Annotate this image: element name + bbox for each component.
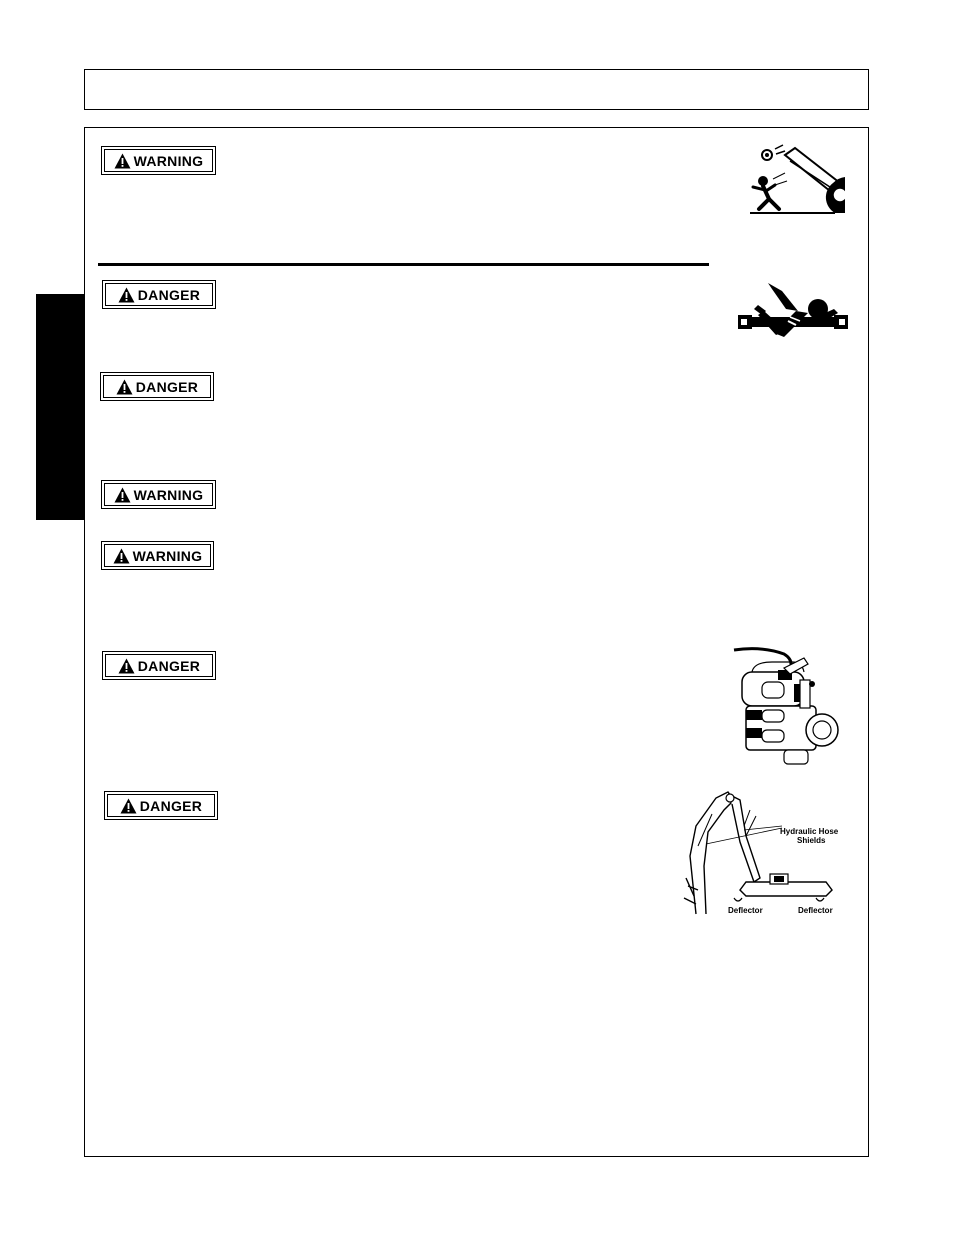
signal-word: DANGER: [137, 286, 201, 303]
danger-signal-badge: [102, 651, 216, 680]
danger-signal-badge: [100, 372, 214, 401]
page-header-frame: [84, 69, 869, 110]
warning-signal-badge: [101, 480, 216, 509]
alert-triangle-icon: [113, 548, 130, 564]
signal-word: WARNING: [132, 547, 203, 564]
warning-signal-badge: [101, 146, 216, 175]
driveline-entanglement-icon: [738, 281, 848, 341]
alert-triangle-icon: [118, 658, 135, 674]
alert-triangle-icon: [116, 379, 133, 395]
signal-word: DANGER: [135, 378, 199, 395]
deflector-label: Deflector: [798, 906, 833, 915]
warning-signal-badge: [101, 541, 214, 570]
alert-triangle-icon: [120, 798, 137, 814]
hose-shields-label: Hydraulic Hose: [780, 827, 839, 836]
signal-word: WARNING: [133, 152, 204, 169]
hose-shields-label: Shields: [797, 836, 826, 845]
danger-signal-badge: [104, 791, 218, 820]
alert-triangle-icon: [114, 153, 131, 169]
alert-triangle-icon: [118, 287, 135, 303]
deflector-label: Deflector: [728, 906, 763, 915]
signal-word: WARNING: [133, 486, 204, 503]
boom-mower-icon: [676, 786, 840, 918]
alert-triangle-icon: [114, 487, 131, 503]
signal-word: DANGER: [139, 797, 203, 814]
signal-word: DANGER: [137, 657, 201, 674]
thrown-object-icon: [745, 143, 845, 217]
hydraulic-pump-icon: [732, 644, 842, 768]
section-divider: [98, 263, 709, 266]
danger-signal-badge: [102, 280, 216, 309]
section-thumb-tab: [36, 294, 84, 520]
